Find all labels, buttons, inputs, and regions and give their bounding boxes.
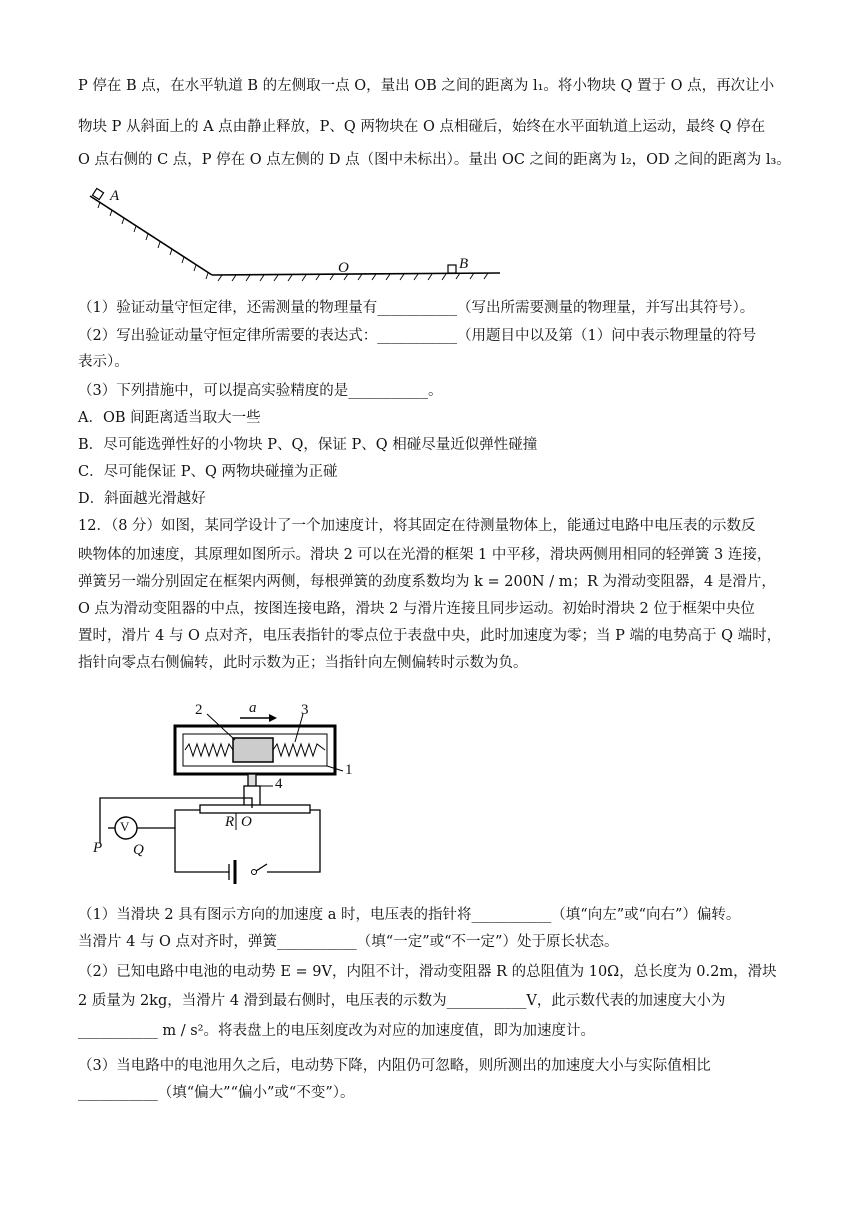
- intro-line-2: 物块 P 从斜面上的 A 点由静止释放，P、Q 两物块在 O 点相碰后，始终在水平面轨道上运动，最终 Q 停在: [78, 119, 766, 135]
- q12-stem-6: 指针向零点右侧偏转，此时示数为正；当指针向左侧偏转时示数为负。: [78, 655, 528, 671]
- intro-line-1: P 停在 B 点，在水平轨道 B 的左侧取一点 O，量出 OB 之间的距离为 l₁。将小物块 Q 置于 O 点，再次让小: [78, 78, 775, 94]
- accelerometer-circuit-figure: [85, 700, 355, 890]
- option-b: B．尽可能选弹性好的小物块 P、Q，保证 P、Q 相碰尽量近似弹性碰撞: [78, 437, 538, 453]
- option-a: A．OB 间距离适当取大一些: [78, 410, 261, 426]
- incline-track-figure: [80, 188, 510, 288]
- accelerometer-circuit-drawing: [85, 700, 355, 890]
- option-c: C．尽可能保证 P、Q 两物块碰撞为正碰: [78, 464, 338, 480]
- terminal-p-label: P: [93, 840, 103, 856]
- midpoint-o-label: O: [241, 814, 252, 830]
- q11-part2-a: （2）写出验证动量守恒定律所需要的表达式：___________（用题目中以及第（1）问中表示物理量的符号: [78, 328, 757, 344]
- q12-part3-b: ___________（填“偏大”“偏小”或“不变”）。: [78, 1085, 355, 1101]
- q11-part1: （1）验证动量守恒定律，还需测量的物理量有___________（写出所需要测量的物理量，并写出其符号）。: [78, 300, 755, 316]
- frame-1-label: 1: [345, 762, 353, 778]
- q12-stem-1: 12．（8 分）如图，某同学设计了一个加速度计，将其固定在待测量物体上，能通过电路中电压表的示数反: [78, 518, 756, 534]
- block-2-label: 2: [195, 702, 203, 718]
- intro-line-3: O 点右侧的 C 点，P 停在 O 点左侧的 D 点（图中未标出）。量出 OC 之间的距离为 l₂，OD 之间的距离为 l₃。: [78, 152, 791, 168]
- q11-part2-b: 表示）。: [78, 354, 129, 370]
- q12-stem-4: O 点为滑动变阻器的中点，按图连接电路，滑块 2 与滑片连接且同步运动。初始时滑块 2 位于框架中央位: [78, 601, 755, 617]
- point-b-label: B: [459, 256, 469, 272]
- q12-part3-a: （3）当电路中的电池用久之后，电动势下降，内阻仍可忽略，则所测出的加速度大小与实际值相比: [78, 1058, 711, 1074]
- voltmeter-v-label: V: [120, 819, 130, 834]
- q12-part2-a: （2）已知电路中电池的电动势 E = 9V，内阻不计，滑动变阻器 R 的总阻值为 10Ω，总长度为 0.2m，滑块: [78, 964, 777, 980]
- terminal-q-label: Q: [133, 842, 144, 858]
- q12-stem-5: 置时，滑片 4 与 O 点对齐，电压表指针的零点位于表盘中央，此时加速度为零；当 P 端的电势高于 Q 端时，: [78, 628, 782, 644]
- q11-part3: （3）下列措施中，可以提高实验精度的是___________。: [78, 383, 443, 399]
- incline-track-drawing: [80, 188, 510, 288]
- acceleration-a-label: a: [249, 700, 257, 716]
- q12-part1-a: （1）当滑块 2 具有图示方向的加速度 a 时，电压表的指针将___________（填“向左”或“向右”）偏转。: [78, 907, 741, 923]
- rheostat-r-label: R: [225, 814, 235, 830]
- point-o-label: O: [338, 260, 349, 276]
- spring-3-label: 3: [301, 702, 309, 718]
- point-a-label: A: [110, 188, 120, 204]
- q12-stem-2: 映物体的加速度，其原理如图所示。滑块 2 可以在光滑的框架 1 中平移，滑块两侧用相同的轻弹簧 3 连接，: [78, 547, 772, 563]
- slider-4-label: 4: [275, 776, 283, 792]
- q12-part2-b: 2 质量为 2kg，当滑片 4 滑到最右侧时，电压表的示数为___________V，此示数代表的加速度大小为: [78, 993, 726, 1009]
- q12-part1-b: 当滑片 4 与 O 点对齐时，弹簧___________（填“一定”或“不一定”）处于原长状态。: [78, 934, 619, 950]
- option-d: D．斜面越光滑越好: [78, 491, 206, 507]
- q12-part2-c: ___________ m / s²。将表盘上的电压刻度改为对应的加速度值，即为加速度计。: [78, 1023, 595, 1039]
- q12-stem-3: 弹簧另一端分别固定在框架内两侧，每根弹簧的劲度系数均为 k = 200N / m；R 为滑动变阻器，4 是滑片，: [78, 574, 776, 590]
